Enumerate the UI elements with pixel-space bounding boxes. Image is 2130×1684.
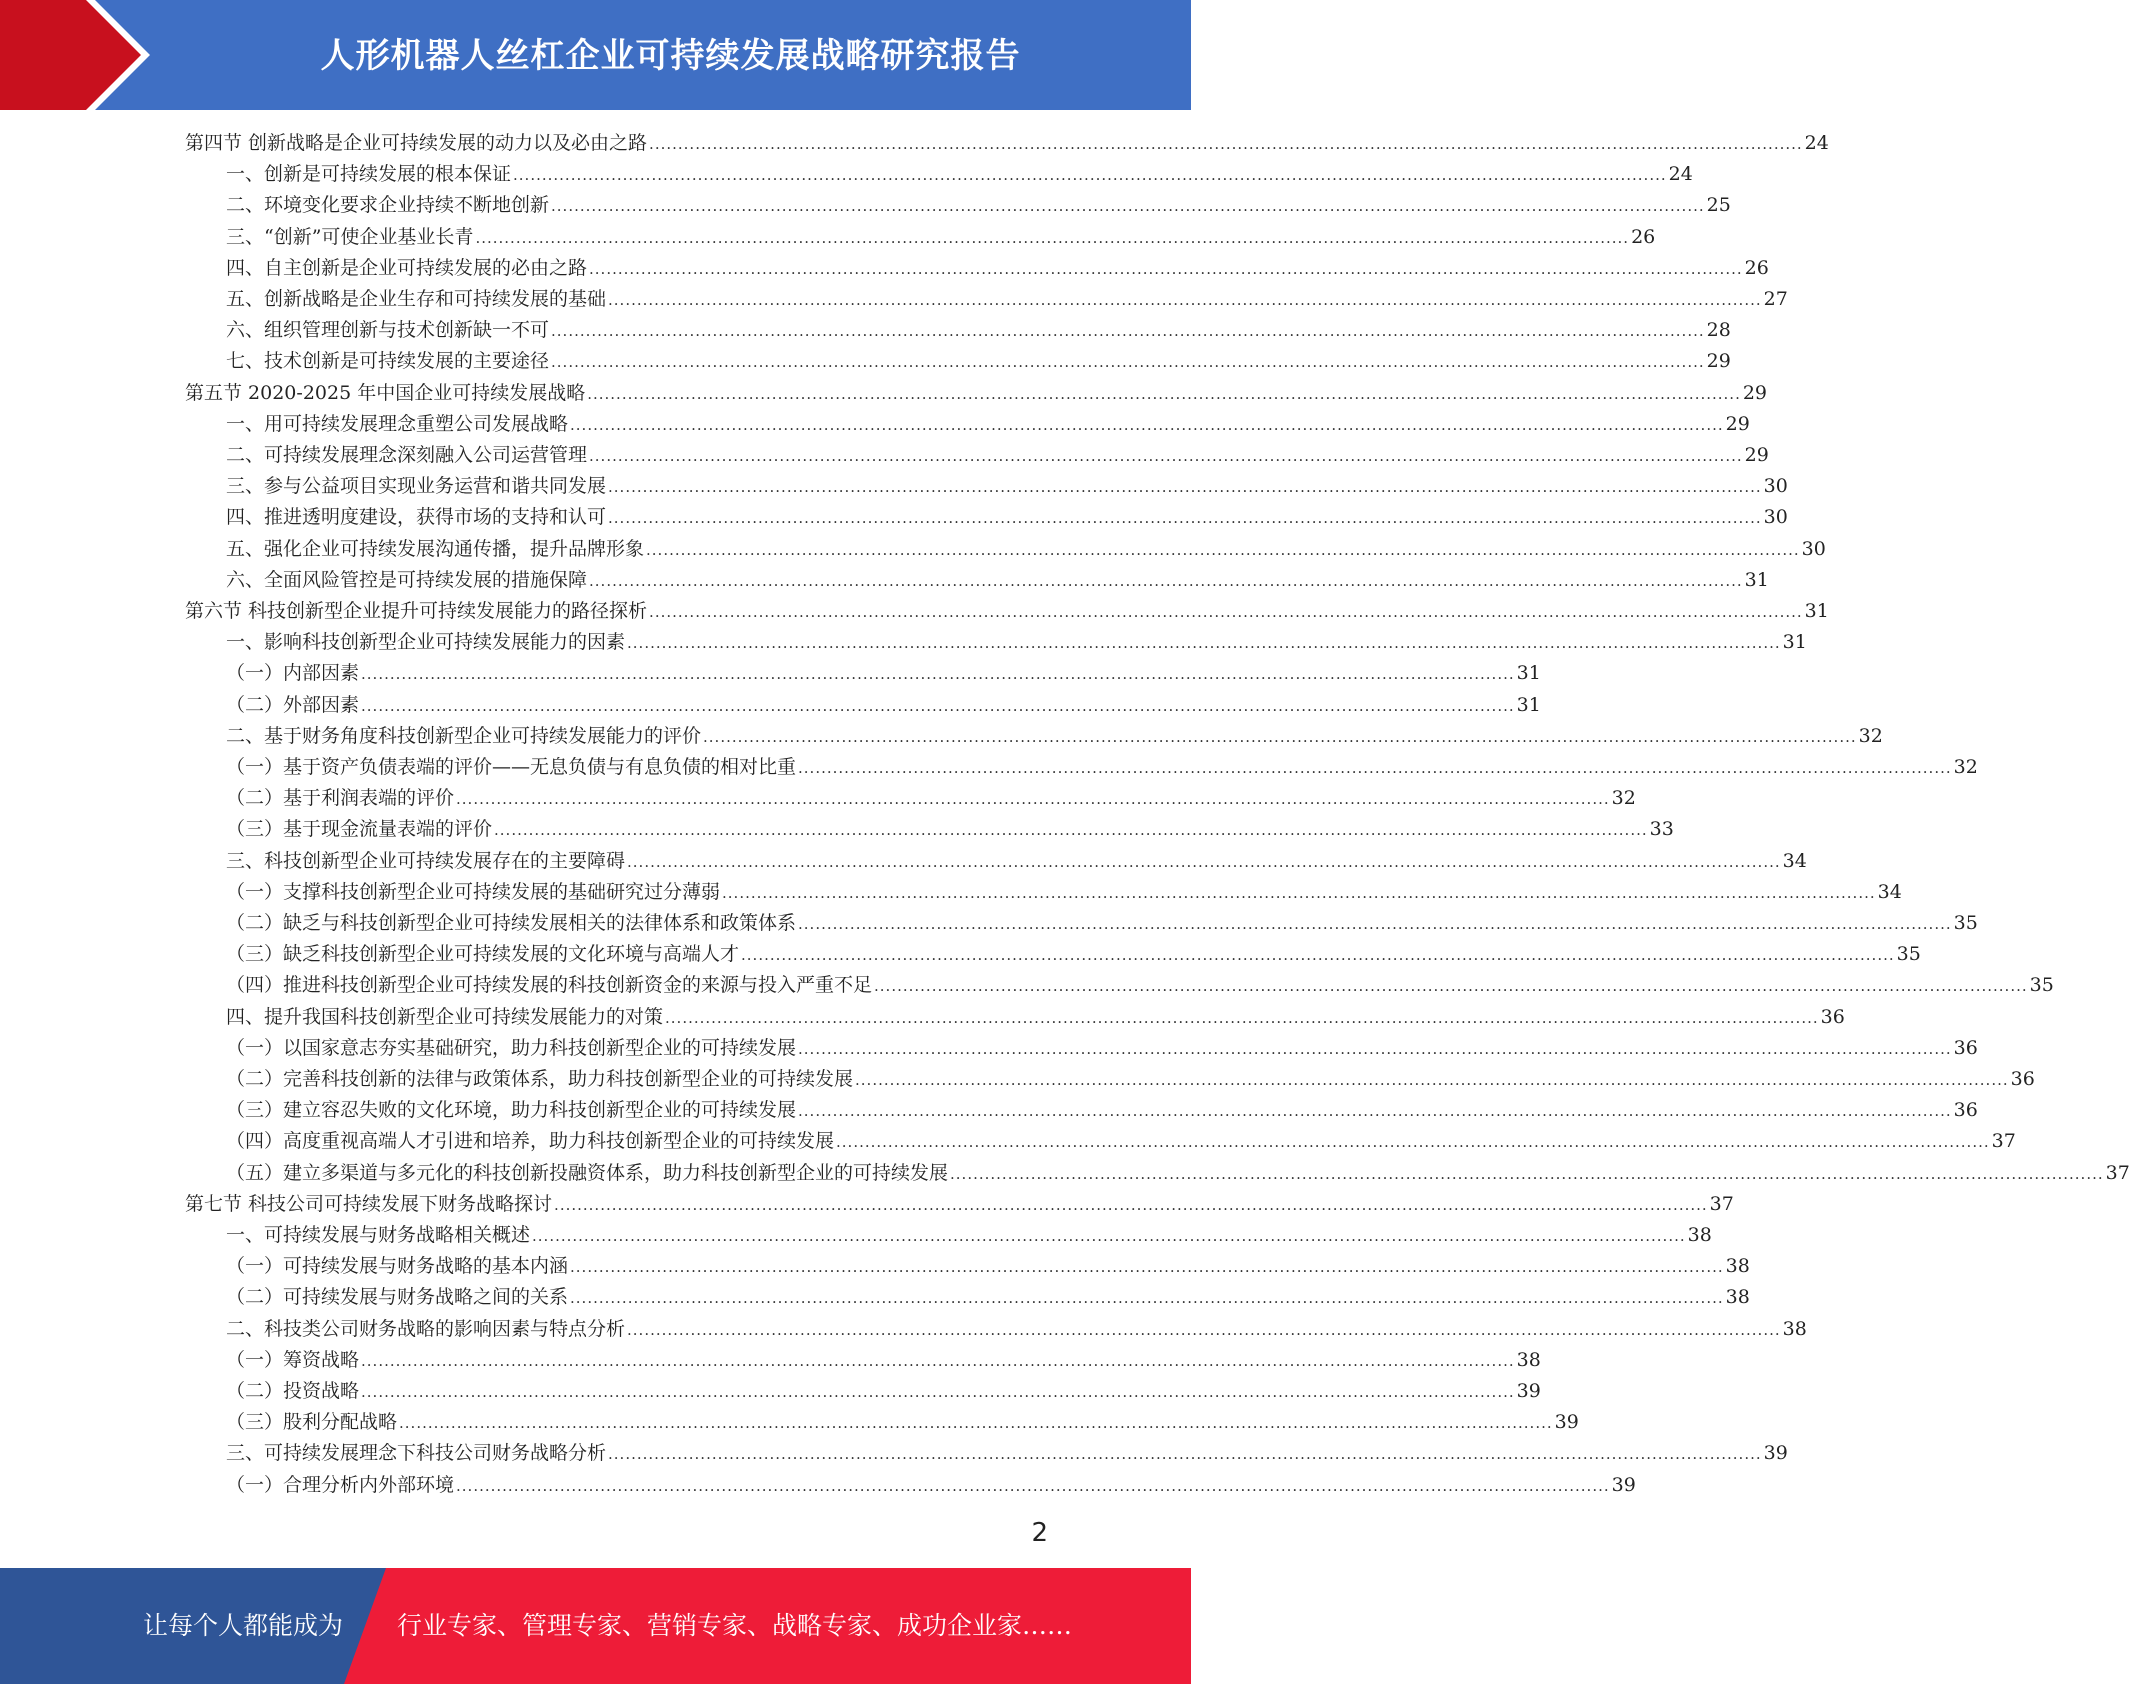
toc-sub-entry[interactable]: [226, 908, 1978, 939]
toc-dot-leader: ........................................................................................................................................................................................................: [361, 1351, 1515, 1370]
toc-entry-page: 35: [1953, 912, 1978, 934]
toc-sub-entry[interactable]: [226, 409, 1750, 440]
toc-entry-page: 39: [1611, 1473, 1636, 1496]
toc-entry-page: 37: [2105, 1161, 2130, 1184]
toc-sub-entry[interactable]: [226, 159, 1693, 190]
toc-entry-label: （四）高度重视高端人才引进和培养，助力科技创新型企业的可持续发展: [226, 1130, 835, 1153]
toc-entry-page: 30: [1763, 506, 1788, 529]
toc-dot-leader: ........................................................................................................................................................................................................: [741, 946, 1895, 965]
toc-sub-entry[interactable]: [226, 1282, 1750, 1313]
toc-entry-label: （一）可持续发展与财务战略的基本内涵: [226, 1255, 569, 1278]
toc-dot-leader: ........................................................................................................................................................................................................: [551, 197, 1705, 216]
report-title: 人形机器人丝杠企业可持续发展战略研究报告: [320, 36, 1021, 76]
toc-entry-label: 七、技术创新是可持续发展的主要途径: [226, 350, 550, 373]
toc-entry-label: 一、创新是可持续发展的根本保证: [226, 163, 512, 186]
toc-entry-page: 32: [1953, 756, 1978, 778]
toc-entry-page: 32: [1611, 787, 1636, 810]
toc-sub-entry[interactable]: [226, 814, 1674, 845]
toc-entry-label: 三、可持续发展理念下科技公司财务战略分析: [226, 1442, 607, 1465]
toc-sub-entry[interactable]: [226, 284, 1788, 315]
toc-sub-entry[interactable]: [226, 565, 1769, 596]
toc-entry-page: 29: [1725, 412, 1750, 435]
toc-sub-entry[interactable]: [226, 1376, 1541, 1407]
page-header: [0, 0, 1191, 110]
toc-dot-leader: ........................................................................................................................................................................................................: [589, 571, 1743, 590]
toc-entry-page: 34: [1782, 849, 1807, 872]
toc-entry-page: 38: [1516, 1348, 1541, 1371]
toc-sub-entry[interactable]: [226, 190, 1731, 221]
toc-sub-entry[interactable]: [226, 1345, 1541, 1376]
toc-dot-leader: ........................................................................................................................................................................................................: [649, 603, 1803, 621]
toc-dot-leader: ........................................................................................................................................................................................................: [798, 1039, 1952, 1058]
toc-dot-leader: ........................................................................................................................................................................................................: [608, 478, 1762, 497]
toc-dot-leader: ........................................................................................................................................................................................................: [513, 166, 1667, 185]
toc-entry-label: 一、用可持续发展理念重塑公司发展战略: [226, 412, 569, 435]
toc-section-entry[interactable]: [185, 1189, 1734, 1220]
toc-entry-page: 37: [1991, 1130, 2016, 1153]
footer-slogan-right: 行业专家、管理专家、营销专家、战略专家、成功企业家……: [397, 1611, 1073, 1640]
toc-dot-leader: ........................................................................................................................................................................................................: [798, 915, 1952, 933]
toc-entry-label: （一）以国家意志夯实基础研究，助力科技创新型企业的可持续发展: [226, 1036, 797, 1059]
toc-dot-leader: ........................................................................................................................................................................................................: [456, 1476, 1610, 1495]
toc-sub-entry[interactable]: [226, 690, 1541, 721]
toc-dot-leader: ........................................................................................................................................................................................................: [587, 384, 1741, 403]
toc-entry-label: 三、参与公益项目实现业务运营和谐共同发展: [226, 475, 607, 498]
toc-entry-label: （二）完善科技创新的法律与政策体系，助力科技创新型企业的可持续发展: [226, 1068, 854, 1090]
toc-entry-label: 五、创新战略是企业生存和可持续发展的基础: [226, 288, 607, 310]
toc-dot-leader: ........................................................................................................................................................................................................: [589, 447, 1743, 465]
toc-entry-label: （四）推进科技创新型企业可持续发展的科技创新资金的来源与投入严重不足: [226, 974, 873, 997]
toc-dot-leader: ........................................................................................................................................................................................................: [798, 1102, 1952, 1121]
toc-dot-leader: ........................................................................................................................................................................................................: [608, 1445, 1762, 1464]
toc-entry-label: （一）基于资产负债表端的评价——无息负债与有息负债的相对比重: [226, 756, 797, 778]
toc-entry-label: （三）缺乏科技创新型企业可持续发展的文化环境与高端人才: [226, 943, 740, 966]
toc-entry-label: （三）基于现金流量表端的评价: [226, 818, 493, 841]
toc-entry-page: 25: [1706, 194, 1731, 217]
toc-dot-leader: ........................................................................................................................................................................................................: [532, 1227, 1686, 1245]
toc-entry-label: 第四节 创新战略是企业可持续发展的动力以及必由之路: [185, 132, 648, 154]
toc-dot-leader: ........................................................................................................................................................................................................: [475, 228, 1630, 247]
toc-dot-leader: ........................................................................................................................................................................................................: [703, 727, 1857, 746]
toc-dot-leader: ........................................................................................................................................................................................................: [551, 353, 1705, 372]
toc-entry-label: （五）建立多渠道与多元化的科技创新投融资体系，助力科技创新型企业的可持续发展: [226, 1161, 949, 1184]
toc-sub-entry[interactable]: [226, 1095, 1978, 1126]
toc-sub-entry[interactable]: [226, 1002, 1845, 1033]
toc-dot-leader: ........................................................................................................................................................................................................: [494, 821, 1648, 840]
toc-section-entry[interactable]: [185, 596, 1829, 627]
toc-entry-page: 33: [1649, 818, 1674, 841]
toc-sub-entry[interactable]: [226, 721, 1883, 752]
toc-entry-label: 四、自主创新是企业可持续发展的必由之路: [226, 256, 588, 279]
toc-entry-label: （二）缺乏与科技创新型企业可持续发展相关的法律体系和政策体系: [226, 912, 797, 934]
toc-entry-page: 29: [1706, 350, 1731, 373]
toc-entry-page: 31: [1782, 631, 1807, 654]
toc-sub-entry[interactable]: [226, 471, 1788, 502]
toc-dot-leader: ........................................................................................................................................................................................................: [551, 322, 1705, 341]
toc-entry-label: 二、环境变化要求企业持续不断地创新: [226, 194, 550, 217]
toc-entry-page: 38: [1782, 1317, 1807, 1340]
toc-entry-label: （一）内部因素: [226, 662, 360, 685]
toc-entry-page: 38: [1687, 1224, 1712, 1246]
toc-dot-leader: ........................................................................................................................................................................................................: [361, 1383, 1515, 1401]
page-number: 2: [1031, 1518, 1048, 1548]
toc-entry-page: 31: [1804, 600, 1829, 622]
toc-entry-page: 31: [1744, 568, 1769, 591]
toc-entry-page: 37: [1709, 1192, 1734, 1215]
toc-dot-leader: ........................................................................................................................................................................................................: [456, 790, 1610, 809]
toc-entry-page: 29: [1742, 381, 1768, 404]
toc-dot-leader: ........................................................................................................................................................................................................: [361, 665, 1515, 684]
toc-sub-entry[interactable]: [226, 1220, 1712, 1251]
toc-entry-label: 二、可持续发展理念深刻融入公司运营管理: [226, 444, 588, 466]
toc-entry-label: 六、组织管理创新与技术创新缺一不可: [226, 319, 550, 342]
toc-sub-entry[interactable]: [226, 658, 1541, 689]
toc-sub-entry[interactable]: [226, 222, 1656, 253]
toc-entry-page: 30: [1763, 475, 1788, 498]
toc-dot-leader: ........................................................................................................................................................................................................: [554, 1195, 1708, 1214]
toc-entry-page: 24: [1804, 132, 1829, 154]
toc-entry-page: 31: [1516, 662, 1541, 685]
toc-dot-leader: ........................................................................................................................................................................................................: [627, 634, 1781, 653]
toc-entry-page: 36: [1953, 1099, 1978, 1122]
toc-entry-label: 第五节 2020-2025 年中国企业可持续发展战略: [185, 381, 586, 404]
toc-sub-entry[interactable]: [226, 627, 1807, 658]
toc-dot-leader: ........................................................................................................................................................................................................: [836, 1133, 1990, 1152]
toc-entry-label: 三、科技创新型企业可持续发展存在的主要障碍: [226, 849, 626, 872]
toc-dot-leader: ........................................................................................................................................................................................................: [399, 1414, 1553, 1433]
toc-dot-leader: ........................................................................................................................................................................................................: [722, 883, 1876, 902]
toc-entry-label: 第七节 科技公司可持续发展下财务战略探讨: [185, 1192, 553, 1215]
toc-dot-leader: ........................................................................................................................................................................................................: [855, 1071, 2009, 1089]
toc-sub-entry[interactable]: [226, 253, 1769, 284]
toc-entry-page: 39: [1763, 1442, 1788, 1465]
toc-sub-entry[interactable]: [226, 970, 2054, 1001]
toc-entry-page: 29: [1744, 444, 1769, 466]
toc-entry-label: 四、推进透明度建设，获得市场的支持和认可: [226, 506, 607, 529]
toc-entry-page: 35: [2029, 974, 2054, 997]
toc-sub-entry[interactable]: [226, 1126, 2016, 1157]
toc-entry-page: 36: [1953, 1036, 1978, 1059]
toc-sub-entry[interactable]: [226, 783, 1636, 814]
toc-entry-page: 36: [1820, 1005, 1845, 1028]
toc-entry-page: 38: [1725, 1255, 1750, 1278]
toc-entry-page: 36: [2010, 1068, 2035, 1090]
toc-dot-leader: ........................................................................................................................................................................................................: [608, 291, 1762, 309]
footer-slogan-left: 让每个人都能成为: [143, 1611, 344, 1640]
toc-sub-entry[interactable]: [226, 534, 1826, 565]
toc-entry-label: 一、影响科技创新型企业可持续发展能力的因素: [226, 631, 626, 654]
toc-sub-entry[interactable]: [226, 315, 1731, 346]
toc-entry-label: 二、基于财务角度科技创新型企业可持续发展能力的评价: [226, 724, 702, 747]
toc-sub-entry[interactable]: [226, 1407, 1579, 1438]
toc-entry-label: 四、提升我国科技创新型企业可持续发展能力的对策: [226, 1005, 664, 1028]
toc-entry-label: （二）基于利润表端的评价: [226, 787, 455, 810]
toc-entry-label: （一）支撑科技创新型企业可持续发展的基础研究过分薄弱: [226, 880, 721, 903]
toc-entry-page: 31: [1516, 693, 1541, 716]
toc-section-entry[interactable]: [185, 378, 1768, 409]
toc-sub-entry[interactable]: [226, 877, 1902, 908]
toc-section-entry[interactable]: [185, 128, 1829, 159]
toc-entry-label: 二、科技类公司财务战略的影响因素与特点分析: [226, 1317, 626, 1340]
toc-entry-label: 一、可持续发展与财务战略相关概述: [226, 1224, 531, 1246]
toc-dot-leader: ........................................................................................................................................................................................................: [627, 852, 1781, 871]
toc-sub-entry[interactable]: [226, 1251, 1750, 1282]
toc-dot-leader: ........................................................................................................................................................................................................: [627, 1320, 1781, 1339]
toc-entry-page: 32: [1858, 724, 1883, 747]
toc-entry-label: （二）投资战略: [226, 1380, 360, 1402]
toc-sub-entry[interactable]: [226, 1158, 2130, 1189]
toc-entry-label: （二）可持续发展与财务战略之间的关系: [226, 1286, 569, 1309]
toc-dot-leader: ........................................................................................................................................................................................................: [950, 1164, 2104, 1183]
toc-dot-leader: ........................................................................................................................................................................................................: [589, 259, 1743, 278]
toc-dot-leader: ........................................................................................................................................................................................................: [646, 540, 1800, 559]
toc-sub-entry[interactable]: [226, 1314, 1807, 1345]
toc-entry-label: （一）合理分析内外部环境: [226, 1473, 455, 1496]
toc-entry-page: 30: [1801, 537, 1826, 560]
toc-entry-page: 26: [1631, 225, 1656, 248]
toc-entry-label: （三）股利分配战略: [226, 1411, 398, 1434]
toc-entry-label: 五、强化企业可持续发展沟通传播，提升品牌形象: [226, 537, 645, 560]
toc-dot-leader: ........................................................................................................................................................................................................: [570, 1289, 1724, 1308]
toc-dot-leader: ........................................................................................................................................................................................................: [874, 977, 2028, 996]
toc-sub-entry[interactable]: [226, 939, 1921, 970]
toc-entry-page: 27: [1763, 288, 1788, 310]
toc-entry-page: 26: [1744, 256, 1769, 279]
toc-entry-page: 39: [1516, 1380, 1541, 1402]
toc-entry-page: 24: [1668, 163, 1693, 186]
toc-dot-leader: ........................................................................................................................................................................................................: [570, 415, 1724, 434]
toc-dot-leader: ........................................................................................................................................................................................................: [361, 696, 1515, 715]
toc-dot-leader: ........................................................................................................................................................................................................: [608, 509, 1762, 528]
toc-entry-page: 35: [1896, 943, 1921, 966]
toc-sub-entry[interactable]: [226, 502, 1788, 533]
toc-entry-label: （一）筹资战略: [226, 1348, 360, 1371]
toc-sub-entry[interactable]: [226, 846, 1807, 877]
toc-entry-label: 六、全面风险管控是可持续发展的措施保障: [226, 568, 588, 591]
toc-entry-page: 34: [1877, 880, 1902, 903]
toc-sub-entry[interactable]: [226, 1033, 1978, 1064]
toc-entry-page: 28: [1706, 319, 1731, 342]
toc-sub-entry[interactable]: [226, 1064, 2035, 1095]
toc-sub-entry[interactable]: [226, 1470, 1636, 1501]
toc-dot-leader: ........................................................................................................................................................................................................: [649, 135, 1803, 153]
toc-entry-page: 39: [1554, 1411, 1579, 1434]
page-footer: [0, 1568, 1191, 1684]
toc-dot-leader: ........................................................................................................................................................................................................: [570, 1258, 1724, 1277]
toc-dot-leader: ........................................................................................................................................................................................................: [665, 1008, 1819, 1027]
toc-sub-entry[interactable]: [226, 440, 1769, 471]
toc-entry-label: 三、“创新”可使企业基业长青: [226, 225, 474, 248]
toc-entry-label: （三）建立容忍失败的文化环境，助力科技创新型企业的可持续发展: [226, 1099, 797, 1122]
toc-sub-entry[interactable]: [226, 1438, 1788, 1469]
toc-sub-entry[interactable]: [226, 752, 1978, 783]
toc-entry-label: 第六节 科技创新型企业提升可持续发展能力的路径探析: [185, 600, 648, 622]
toc-entry-label: （二）外部因素: [226, 693, 360, 716]
toc-dot-leader: ........................................................................................................................................................................................................: [798, 759, 1952, 777]
toc-entry-page: 38: [1725, 1286, 1750, 1309]
toc-sub-entry[interactable]: [226, 346, 1731, 377]
